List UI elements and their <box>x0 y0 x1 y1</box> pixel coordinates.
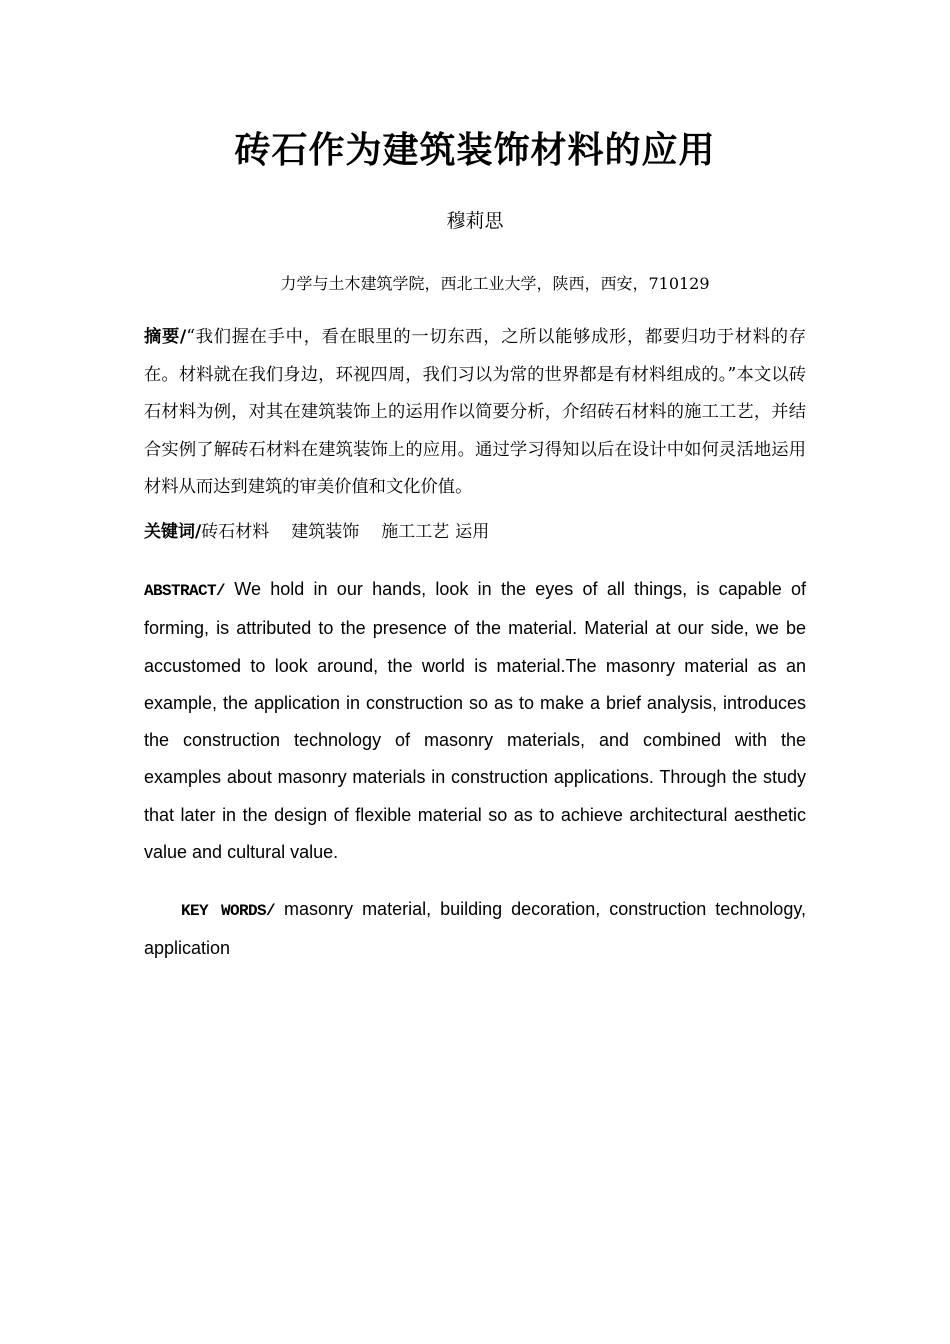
author-name: 穆莉思 <box>446 210 504 232</box>
author-affiliation: 力学与土木建筑学院，西北工业大学，陕西，西安，710129 <box>280 274 710 293</box>
keywords-english-label: KEY WORDS/ <box>181 902 276 920</box>
abstract-english <box>144 571 806 871</box>
keyword-item: 砖石材料 <box>201 522 270 542</box>
keyword-item: 运用 <box>455 522 490 542</box>
keywords-english-text: masonry material, building decoration, construction technology, application <box>144 899 806 958</box>
abstract-english-label: ABSTRACT/ <box>144 582 226 600</box>
keywords-chinese <box>144 516 806 548</box>
abstract-chinese-text: “我们握在手中，看在眼里的一切东西，之所以能够成形，都要归功于材料的存在。材料就在我们身边，环视四周，我们习以为常的世界都是有材料组成的。”本文以砖石材料为例，对其在建筑装饰上的运用作以简要分析，介绍砖石材料的施工工艺，并结合实例了解砖石材料在建筑装饰上的应用。通过学习得知以后在设计中如何灵活地运用材料从而达到建筑的审美价值和文化价值。 <box>144 327 806 497</box>
keywords-chinese-label: 关键词/ <box>144 522 202 542</box>
abstract-chinese-label: 摘要/ <box>144 327 187 347</box>
paper-title: 砖石作为建筑装饰材料的应用 <box>234 130 716 171</box>
keyword-item: 施工工艺 <box>381 522 450 542</box>
keyword-item: 建筑装饰 <box>291 522 360 542</box>
abstract-chinese <box>144 319 806 507</box>
abstract-english-text: We hold in our hands, look in the eyes of all things, is capable of forming, is attributed to the presence of the material. Material at our side, we be accustomed to look around, the world is material.The masonry material as an example, the application in construction so as to make a brief analysis, introduces the construction technology of masonry materials, and combined with the examples about masonry materials in construction applications. Through the study that later in the design of flexible material so as to achieve architectural aesthetic value and cultural value. <box>144 579 806 863</box>
keywords-english <box>144 891 806 967</box>
